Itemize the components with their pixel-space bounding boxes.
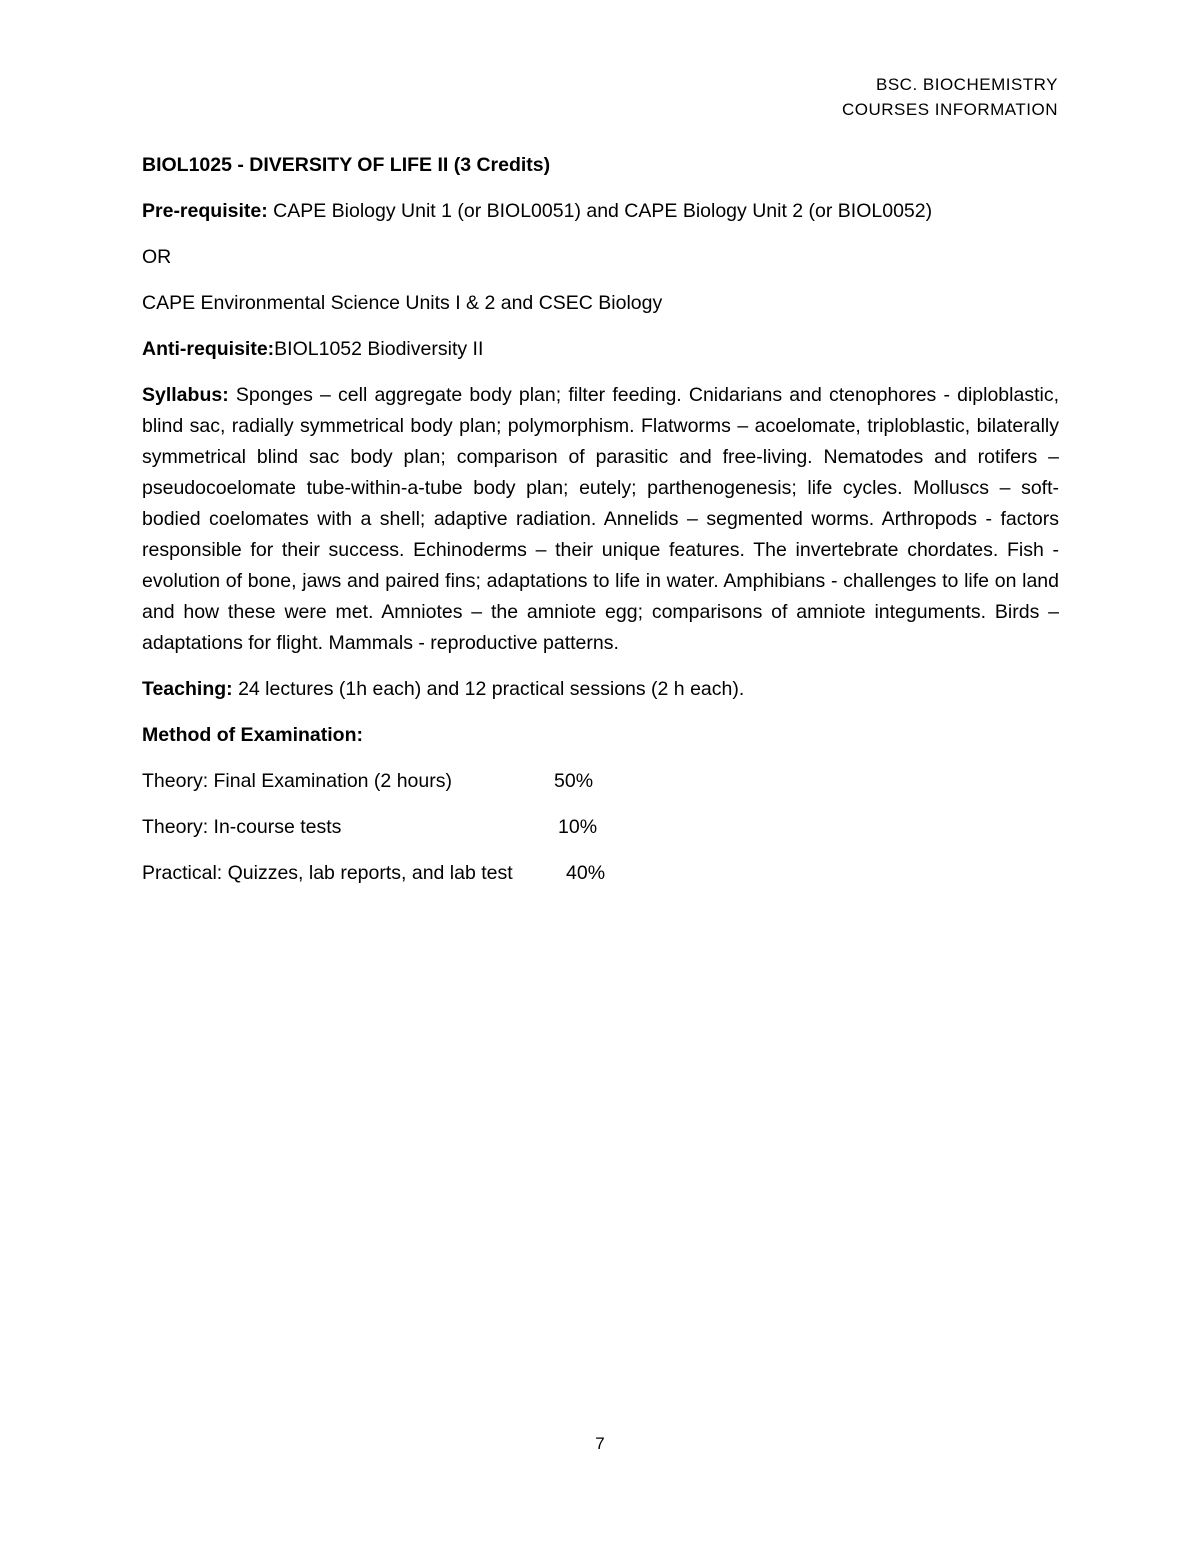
- teaching-paragraph: [142, 674, 1059, 705]
- syllabus-text: Sponges – cell aggregate body plan; filter feeding. Cnidarians and ctenophores - diploblastic, blind sac, radially symmetrical body plan; polymorphism. Flatworms – acoelomate, triploblastic, bilaterally symmetrical blind sac body plan; comparison of parasitic and free-living. Nematodes and rotifers – pseudocoelomate tube-within-a-tube body plan; eutely; parthenogenesis; life cycles. Molluscs – soft-bodied coelomates with a shell; adaptive radiation. Annelids – segmented worms. Arthropods - factors responsible for their success. Echinoderms – their unique features. The invertebrate chordates. Fish - evolution of bone, jaws and paired fins; adaptations to life in water. Amphibians - challenges to life on land and how these were met. Amniotes – the amniote egg; comparisons of amniote integuments. Birds – adaptations for flight. Mammals - reproductive patterns.: [142, 384, 1059, 654]
- page-number: 7: [595, 1434, 605, 1453]
- exam-weight: 10%: [558, 816, 598, 838]
- exam-component: Theory: In-course tests: [142, 816, 342, 838]
- course-content: [142, 150, 1059, 904]
- antirequisite-paragraph: [142, 334, 1059, 365]
- exam-row: [142, 766, 1059, 797]
- syllabus-label: Syllabus:: [142, 384, 229, 406]
- exam-method-heading: Method of Examination:: [142, 724, 363, 746]
- syllabus-paragraph: [142, 380, 1059, 659]
- prerequisite-alternative: CAPE Environmental Science Units I & 2 and CSEC Biology: [142, 292, 663, 314]
- exam-row: [142, 812, 1059, 843]
- exam-weight: 40%: [566, 862, 606, 884]
- header-line-section: COURSES INFORMATION: [841, 100, 1058, 119]
- antirequisite-label: Anti-requisite:: [142, 338, 275, 360]
- header-line-program: BSC. BIOCHEMISTRY: [876, 75, 1058, 94]
- exam-weight: 50%: [554, 770, 594, 792]
- prerequisite-paragraph: [142, 196, 1059, 227]
- teaching-label: Teaching:: [142, 678, 233, 700]
- exam-component: Practical: Quizzes, lab reports, and lab test: [142, 862, 513, 884]
- teaching-text: 24 lectures (1h each) and 12 practical sessions (2 h each).: [232, 678, 745, 700]
- exam-component: Theory: Final Examination (2 hours): [142, 770, 452, 792]
- prerequisite-or: OR: [142, 246, 172, 268]
- course-title: BIOL1025 - DIVERSITY OF LIFE II (3 Credits): [142, 154, 551, 176]
- exam-row: [142, 858, 1059, 889]
- antirequisite-text: BIOL1052 Biodiversity II: [274, 338, 484, 360]
- prerequisite-text: CAPE Biology Unit 1 (or BIOL0051) and CAPE Biology Unit 2 (or BIOL0052): [267, 200, 933, 222]
- page-header: [842, 72, 1058, 122]
- prerequisite-label: Pre-requisite:: [142, 200, 268, 222]
